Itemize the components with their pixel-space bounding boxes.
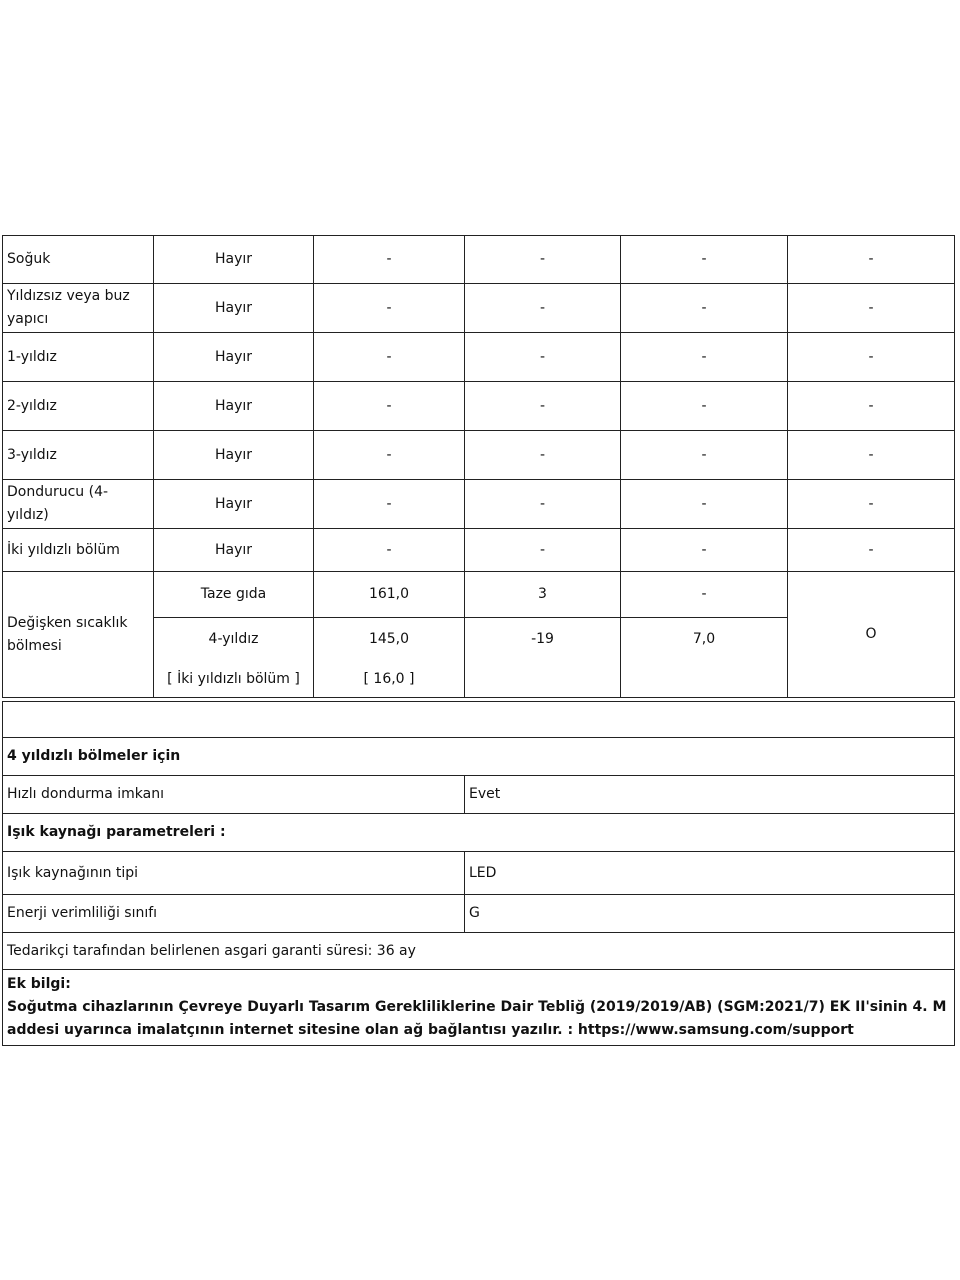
- compartment-c4: -: [465, 382, 621, 431]
- compartment-c5: -: [621, 333, 788, 382]
- variable-type-3: [ İki yıldızlı bölüm ]: [154, 662, 314, 698]
- compartment-present: Hayır: [154, 284, 314, 333]
- variable-volume-2: 145,0: [314, 618, 465, 662]
- compartment-present: Hayır: [154, 333, 314, 382]
- variable-c6: O: [788, 572, 955, 698]
- variable-type-2: 4-yıldız: [154, 618, 314, 662]
- compartment-c3: -: [314, 236, 465, 284]
- compartment-c4: -: [465, 333, 621, 382]
- compartment-c3: -: [314, 382, 465, 431]
- extra-heading: Ek bilgi:: [7, 976, 71, 992]
- energy-class-label: Enerji verimliliği sınıfı: [3, 895, 465, 933]
- light-type-value: LED: [465, 852, 955, 895]
- compartment-c3: -: [314, 529, 465, 572]
- compartment-c5: -: [621, 480, 788, 529]
- compartment-row: [3, 529, 955, 572]
- compartment-c3: -: [314, 431, 465, 480]
- variable-volume-1: 161,0: [314, 572, 465, 618]
- compartment-c3: -: [314, 333, 465, 382]
- compartment-present: Hayır: [154, 480, 314, 529]
- energy-class-value: G: [465, 895, 955, 933]
- compartment-name: 1-yıldız: [3, 333, 154, 382]
- compartment-c5: -: [621, 529, 788, 572]
- fast-freeze-label: Hızlı dondurma imkanı: [3, 776, 465, 814]
- variable-temp-2: -19: [465, 618, 621, 662]
- four-star-heading-row: [3, 738, 955, 776]
- compartment-c6: -: [788, 529, 955, 572]
- compartment-c6: -: [788, 284, 955, 333]
- compartment-present: Hayır: [154, 382, 314, 431]
- compartment-name: 2-yıldız: [3, 382, 154, 431]
- compartment-present: Hayır: [154, 529, 314, 572]
- compartment-c5: -: [621, 284, 788, 333]
- compartment-c6: -: [788, 382, 955, 431]
- compartment-c6: -: [788, 236, 955, 284]
- compartment-row: [3, 284, 955, 333]
- compartment-name: Dondurucu (4-yıldız): [3, 480, 154, 529]
- variable-c5-3: [621, 662, 788, 698]
- info-table: [2, 701, 955, 1046]
- compartment-row: [3, 333, 955, 382]
- compartment-c6: -: [788, 480, 955, 529]
- compartment-c4: -: [465, 431, 621, 480]
- four-star-heading: 4 yıldızlı bölmeler için: [3, 738, 955, 776]
- compartment-present: Hayır: [154, 236, 314, 284]
- compartment-name: Yıldızsız veya buz yapıcı: [3, 284, 154, 333]
- light-type-label: Işık kaynağının tipi: [3, 852, 465, 895]
- compartment-name: Soğuk: [3, 236, 154, 284]
- compartment-row: [3, 431, 955, 480]
- compartment-c3: -: [314, 284, 465, 333]
- compartment-row: [3, 480, 955, 529]
- compartment-c4: -: [465, 529, 621, 572]
- compartment-c5: -: [621, 236, 788, 284]
- spacer-row: [3, 702, 955, 738]
- variable-volume-3: [ 16,0 ]: [314, 662, 465, 698]
- variable-row-1: [3, 572, 955, 618]
- energy-class-row: [3, 895, 955, 933]
- variable-temp-3: [465, 662, 621, 698]
- variable-compartment-name: Değişken sıcaklık bölmesi: [3, 572, 154, 698]
- compartment-present: Hayır: [154, 431, 314, 480]
- compartment-c4: -: [465, 236, 621, 284]
- variable-type-1: Taze gıda: [154, 572, 314, 618]
- compartment-row: [3, 382, 955, 431]
- variable-c5-2: 7,0: [621, 618, 788, 662]
- warranty-text: Tedarikçi tarafından belirlenen asgari garanti süresi: 36 ay: [3, 933, 955, 970]
- light-heading-row: [3, 814, 955, 852]
- compartment-table: [2, 235, 955, 698]
- warranty-row: [3, 933, 955, 970]
- compartment-row: [3, 236, 955, 284]
- compartment-c4: -: [465, 284, 621, 333]
- compartment-c6: -: [788, 333, 955, 382]
- compartment-c6: -: [788, 431, 955, 480]
- extra-info-row: [3, 970, 955, 1046]
- fast-freeze-row: [3, 776, 955, 814]
- compartment-c4: -: [465, 480, 621, 529]
- compartment-c3: -: [314, 480, 465, 529]
- light-heading: Işık kaynağı parametreleri :: [3, 814, 955, 852]
- variable-temp-1: 3: [465, 572, 621, 618]
- variable-c5-1: -: [621, 572, 788, 618]
- extra-text: Soğutma cihazlarının Çevreye Duyarlı Tasarım Gerekliliklerine Dair Tebliğ (2019/2019/AB) (SGM:2021/7) EK II'sinin 4. Maddesi uyarınca imalatçının internet sitesine olan ağ bağlantısı yazılır. : https://www.samsung.com/support: [7, 999, 947, 1038]
- compartment-name: 3-yıldız: [3, 431, 154, 480]
- light-type-row: [3, 852, 955, 895]
- compartment-c5: -: [621, 382, 788, 431]
- compartment-c5: -: [621, 431, 788, 480]
- compartment-name: İki yıldızlı bölüm: [3, 529, 154, 572]
- fast-freeze-value: Evet: [465, 776, 955, 814]
